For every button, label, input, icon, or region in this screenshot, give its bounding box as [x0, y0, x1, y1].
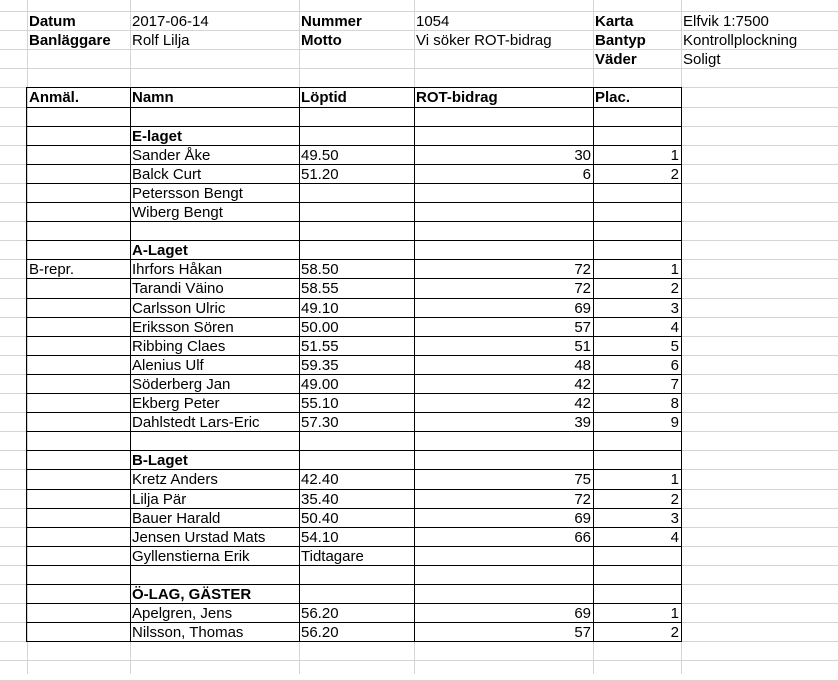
- plac-cell[interactable]: 2: [670, 280, 679, 297]
- name-cell[interactable]: Sander Åke: [132, 147, 211, 164]
- table-border-h: [26, 107, 682, 108]
- rot-cell[interactable]: 39: [574, 414, 591, 431]
- time-cell[interactable]: Tidtagare: [301, 548, 364, 565]
- time-cell[interactable]: 51.55: [301, 338, 339, 355]
- group-heading[interactable]: E-laget: [132, 128, 183, 145]
- table-border-v: [414, 87, 415, 642]
- rot-cell[interactable]: 51: [574, 338, 591, 355]
- meta-label[interactable]: Banläggare: [29, 32, 111, 49]
- table-border-h: [26, 202, 682, 203]
- name-cell[interactable]: Lilja Pär: [132, 491, 187, 508]
- rot-cell[interactable]: 75: [574, 471, 591, 488]
- table-border-h: [26, 622, 682, 623]
- anmal-cell[interactable]: B-repr.: [29, 261, 75, 278]
- time-cell[interactable]: 56.20: [301, 605, 339, 622]
- time-cell[interactable]: 58.55: [301, 280, 339, 297]
- plac-cell[interactable]: 9: [670, 414, 679, 431]
- group-heading[interactable]: Ö-LAG, GÄSTER: [132, 586, 252, 603]
- table-border-h: [26, 489, 682, 490]
- table-border-h: [26, 336, 682, 337]
- plac-cell[interactable]: 1: [670, 147, 679, 164]
- name-cell[interactable]: Bauer Harald: [132, 510, 221, 527]
- rot-cell[interactable]: 66: [574, 529, 591, 546]
- plac-cell[interactable]: 2: [670, 491, 679, 508]
- column-header[interactable]: Namn: [132, 89, 174, 106]
- table-border-h: [26, 431, 682, 432]
- name-cell[interactable]: Nilsson, Thomas: [132, 624, 244, 641]
- table-border-h: [26, 412, 682, 413]
- plac-cell[interactable]: 6: [670, 357, 679, 374]
- meta-label[interactable]: Bantyp: [595, 32, 646, 49]
- rot-cell[interactable]: 30: [574, 147, 591, 164]
- name-cell[interactable]: Ihrfors Håkan: [132, 261, 223, 278]
- plac-cell[interactable]: 2: [670, 166, 679, 183]
- meta-value[interactable]: Elfvik 1:7500: [683, 13, 769, 30]
- time-cell[interactable]: 57.30: [301, 414, 339, 431]
- time-cell[interactable]: 49.50: [301, 147, 339, 164]
- rot-cell[interactable]: 69: [574, 605, 591, 622]
- table-border-h: [26, 450, 682, 451]
- table-border-h: [26, 374, 682, 375]
- plac-cell[interactable]: 2: [670, 624, 679, 641]
- group-heading[interactable]: B-Laget: [132, 452, 188, 469]
- gridline-h: [0, 660, 838, 661]
- rot-cell[interactable]: 72: [574, 280, 591, 297]
- meta-label[interactable]: Motto: [301, 32, 342, 49]
- rot-cell[interactable]: 72: [574, 261, 591, 278]
- plac-cell[interactable]: 1: [670, 261, 679, 278]
- meta-label[interactable]: Karta: [595, 13, 634, 30]
- rot-cell[interactable]: 42: [574, 376, 591, 393]
- meta-label[interactable]: Datum: [29, 13, 76, 30]
- table-border-h: [26, 641, 682, 642]
- plac-cell[interactable]: 7: [670, 376, 679, 393]
- time-cell[interactable]: 50.40: [301, 510, 339, 527]
- rot-cell[interactable]: 42: [574, 395, 591, 412]
- meta-value[interactable]: Kontrollplockning: [683, 32, 798, 49]
- rot-cell[interactable]: 48: [574, 357, 591, 374]
- rot-cell[interactable]: 69: [574, 300, 591, 317]
- table-border-v: [681, 87, 682, 642]
- time-cell[interactable]: 50.00: [301, 319, 339, 336]
- table-border-h: [26, 565, 682, 566]
- name-cell[interactable]: Söderberg Jan: [132, 376, 231, 393]
- name-cell[interactable]: Tarandi Väino: [132, 280, 224, 297]
- table-border-h: [26, 508, 682, 509]
- time-cell[interactable]: 42.40: [301, 471, 339, 488]
- column-header[interactable]: ROT-bidrag: [416, 89, 498, 106]
- name-cell[interactable]: Eriksson Sören: [132, 319, 234, 336]
- table-border-h: [26, 126, 682, 127]
- name-cell[interactable]: Petersson Bengt: [132, 185, 243, 202]
- table-border-h: [26, 259, 682, 260]
- table-border-h: [26, 278, 682, 279]
- time-cell[interactable]: 56.20: [301, 624, 339, 641]
- rot-cell[interactable]: 6: [582, 166, 591, 183]
- table-border-h: [26, 469, 682, 470]
- table-border-h: [26, 393, 682, 394]
- column-header[interactable]: Löptid: [301, 89, 347, 106]
- name-cell[interactable]: Kretz Anders: [132, 471, 218, 488]
- table-border-h: [26, 298, 682, 299]
- time-cell[interactable]: 59.35: [301, 357, 339, 374]
- plac-cell[interactable]: 4: [670, 529, 679, 546]
- table-border-h: [26, 527, 682, 528]
- time-cell[interactable]: 55.10: [301, 395, 339, 412]
- table-border-v: [299, 87, 300, 642]
- time-cell[interactable]: 51.20: [301, 166, 339, 183]
- plac-cell[interactable]: 1: [670, 471, 679, 488]
- plac-cell[interactable]: 1: [670, 605, 679, 622]
- meta-value[interactable]: Vi söker ROT-bidrag: [416, 32, 552, 49]
- group-heading[interactable]: A-Laget: [132, 242, 188, 259]
- table-border-h: [26, 183, 682, 184]
- name-cell[interactable]: Apelgren, Jens: [132, 605, 233, 622]
- rot-cell[interactable]: 57: [574, 319, 591, 336]
- time-cell[interactable]: 49.10: [301, 300, 339, 317]
- name-cell[interactable]: Wiberg Bengt: [132, 204, 223, 221]
- meta-label[interactable]: Nummer: [301, 13, 362, 30]
- table-border-v: [593, 87, 594, 642]
- column-header[interactable]: Plac.: [595, 89, 631, 106]
- table-border-v: [26, 87, 27, 642]
- table-border-h: [26, 355, 682, 356]
- meta-value[interactable]: Rolf Lilja: [132, 32, 190, 49]
- meta-label[interactable]: Väder: [595, 51, 637, 68]
- table-border-h: [26, 546, 682, 547]
- table-border-v: [130, 87, 131, 642]
- name-cell[interactable]: Ekberg Peter: [132, 395, 220, 412]
- name-cell[interactable]: Alenius Ulf: [132, 357, 204, 374]
- plac-cell[interactable]: 8: [670, 395, 679, 412]
- name-cell[interactable]: Ribbing Claes: [132, 338, 226, 355]
- table-border-h: [26, 145, 682, 146]
- table-border-h: [26, 584, 682, 585]
- name-cell[interactable]: Gyllenstierna Erik: [132, 548, 250, 565]
- plac-cell[interactable]: 5: [670, 338, 679, 355]
- time-cell[interactable]: 58.50: [301, 261, 339, 278]
- rot-cell[interactable]: 72: [574, 491, 591, 508]
- meta-value[interactable]: Soligt: [683, 51, 721, 68]
- table-border-h: [26, 221, 682, 222]
- name-cell[interactable]: Carlsson Ulric: [132, 300, 226, 317]
- plac-cell[interactable]: 3: [670, 510, 679, 527]
- time-cell[interactable]: 35.40: [301, 491, 339, 508]
- name-cell[interactable]: Dahlstedt Lars-Eric: [132, 414, 260, 431]
- table-border-h: [26, 317, 682, 318]
- table-border-h: [26, 603, 682, 604]
- name-cell[interactable]: Balck Curt: [132, 166, 202, 183]
- column-header[interactable]: Anmäl.: [29, 89, 80, 106]
- plac-cell[interactable]: 4: [670, 319, 679, 336]
- table-border-h: [26, 240, 682, 241]
- time-cell[interactable]: 54.10: [301, 529, 339, 546]
- plac-cell[interactable]: 3: [670, 300, 679, 317]
- meta-value[interactable]: 2017-06-14: [132, 13, 209, 30]
- time-cell[interactable]: 49.00: [301, 376, 339, 393]
- rot-cell[interactable]: 57: [574, 624, 591, 641]
- meta-value[interactable]: 1054: [416, 13, 450, 30]
- name-cell[interactable]: Jensen Urstad Mats: [132, 529, 266, 546]
- rot-cell[interactable]: 69: [574, 510, 591, 527]
- table-border-h: [26, 164, 682, 165]
- table-border-h: [26, 87, 682, 88]
